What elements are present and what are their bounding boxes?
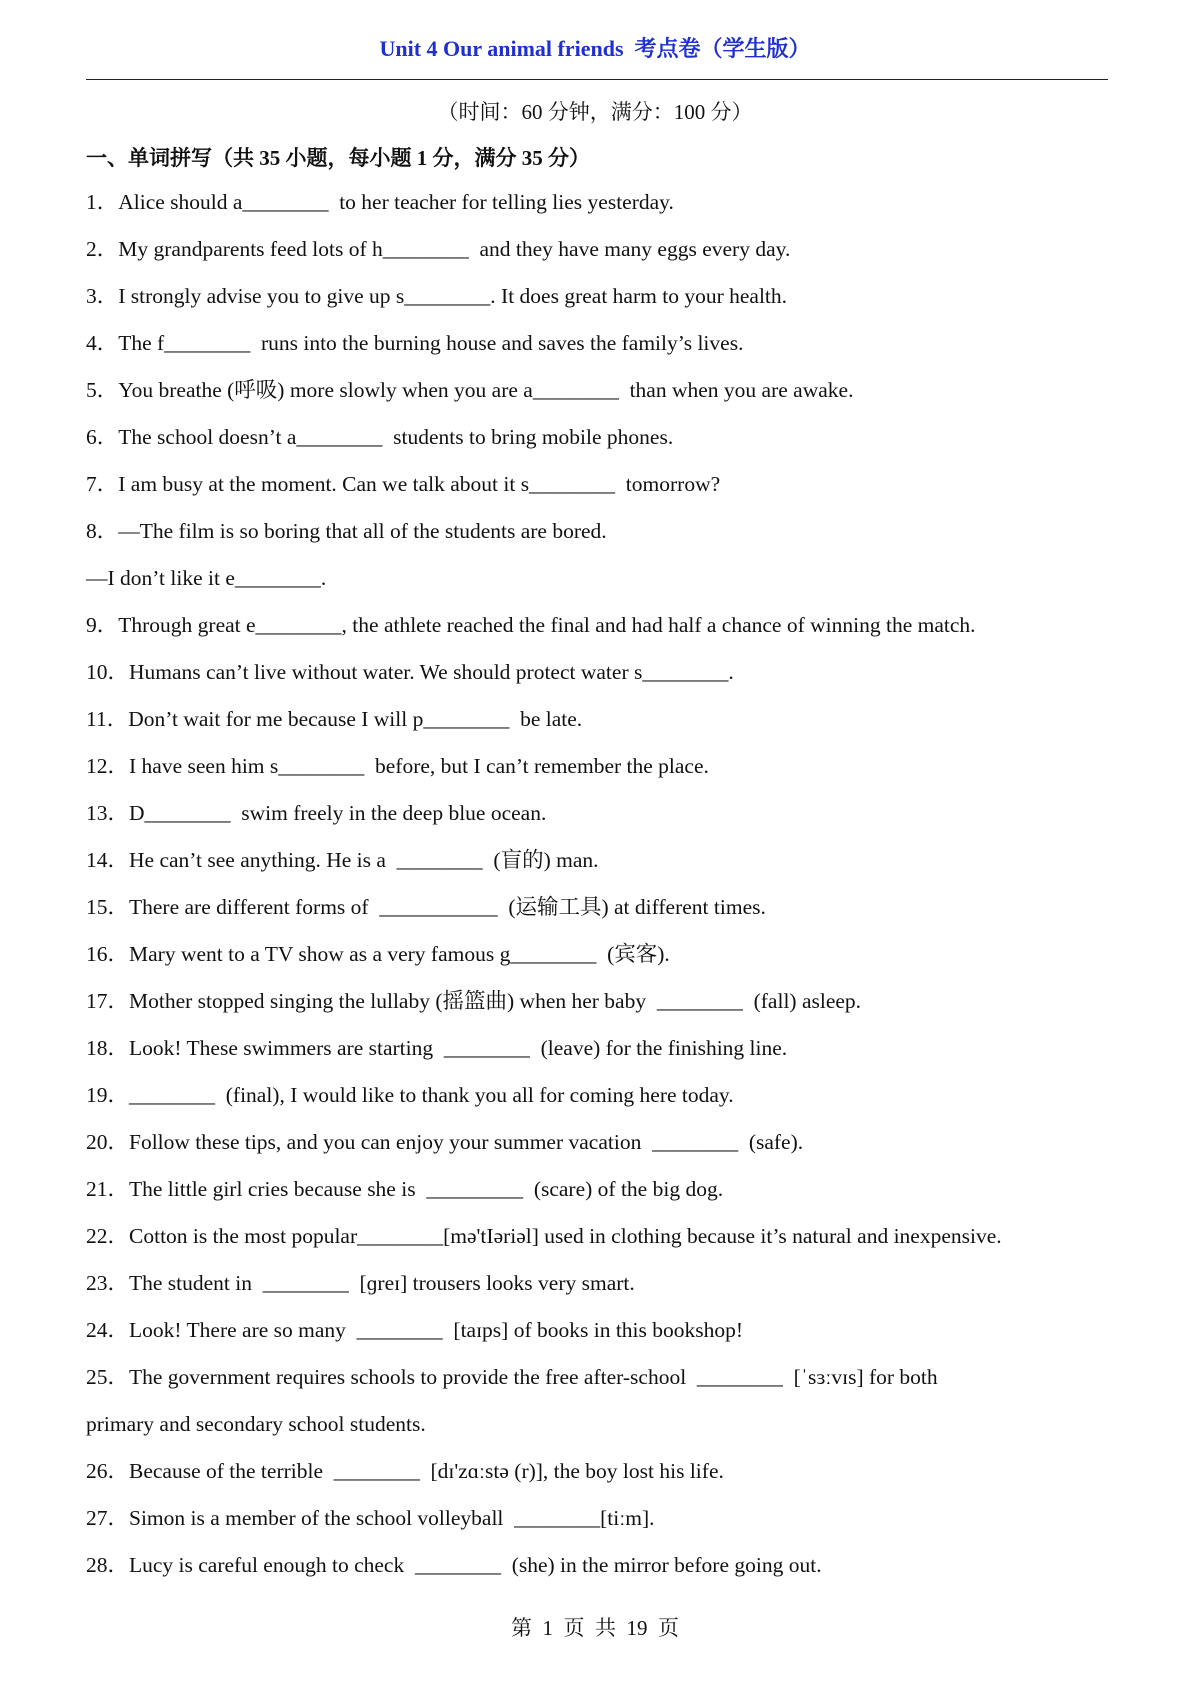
question-line: 4．The f________ runs into the burning house and saves the family’s lives. <box>86 331 744 355</box>
question-line: 8．—The film is so boring that all of the students are bored. <box>86 519 607 543</box>
question-line: 3．I strongly advise you to give up s________. It does great harm to your health. <box>86 284 788 308</box>
question-line: 15．There are different forms of ___________ (运输工具) at different times. <box>86 895 766 919</box>
question-line: 21．The little girl cries because she is _________ (scare) of the big dog. <box>86 1177 724 1201</box>
time-info: （时间：60 分钟，满分：100 分） <box>437 100 753 124</box>
question-line: 12．I have seen him s________ before, but I can’t remember the place. <box>86 754 709 778</box>
question-line: 23．The student in ________ [ɡreɪ] trousers looks very smart. <box>86 1271 635 1295</box>
document-title: Unit 4 Our animal friends 考点卷（学生版） <box>379 36 811 61</box>
question-line: 2．My grandparents feed lots of h________ and they have many eggs every day. <box>86 237 791 261</box>
question-list <box>86 190 1166 1600</box>
question-line: 25．The government requires schools to provide the free after-school ________ [ˈsɜːvɪs] for both <box>86 1365 938 1389</box>
question-line: 11．Don’t wait for me because I will p________ be late. <box>86 707 583 731</box>
question-line: 22．Cotton is the most popular________[mə'tIəriəl] used in clothing because it’s natural and inexpensive. <box>86 1224 1002 1248</box>
question-line: 7．I am busy at the moment. Can we talk about it s________ tomorrow? <box>86 472 721 496</box>
question-line: 5．You breathe (呼吸) more slowly when you are a________ than when you are awake. <box>86 378 854 402</box>
question-line: 9．Through great e________, the athlete reached the final and had half a chance of winning the match. <box>86 613 976 637</box>
question-line: 19．________ (final), I would like to thank you all for coming here today. <box>86 1083 734 1107</box>
question-line: 27．Simon is a member of the school volleyball ________[tiːm]. <box>86 1506 655 1530</box>
question-line: 20．Follow these tips, and you can enjoy your summer vacation ________ (safe). <box>86 1130 804 1154</box>
header-divider <box>86 79 1108 80</box>
question-line: 26．Because of the terrible ________ [dɪ'zɑːstə (r)], the boy lost his life. <box>86 1459 724 1483</box>
question-line: 1．Alice should a________ to her teacher for telling lies yesterday. <box>86 190 674 214</box>
section-heading: 一、单词拼写（共 35 小题，每小题 1 分，满分 35 分） <box>86 146 590 170</box>
question-line: primary and secondary school students. <box>86 1412 426 1436</box>
page-number: 第 1 页 共 19 页 <box>511 1616 679 1640</box>
question-line: 16．Mary went to a TV show as a very famous g________ (宾客). <box>86 942 670 966</box>
question-line: 28．Lucy is careful enough to check ________ (she) in the mirror before going out. <box>86 1553 822 1577</box>
question-line: 10．Humans can’t live without water. We should protect water s________. <box>86 660 734 684</box>
question-line: 17．Mother stopped singing the lullaby (摇篮曲) when her baby ________ (fall) asleep. <box>86 989 862 1013</box>
question-line: 6．The school doesn’t a________ students to bring mobile phones. <box>86 425 674 449</box>
question-line: —I don’t like it e________. <box>86 566 327 590</box>
question-line: 14．He can’t see anything. He is a ________ (盲的) man. <box>86 848 599 872</box>
question-line: 18．Look! These swimmers are starting ________ (leave) for the finishing line. <box>86 1036 788 1060</box>
question-line: 13．D________ swim freely in the deep blue ocean. <box>86 801 547 825</box>
question-line: 24．Look! There are so many ________ [taɪps] of books in this bookshop! <box>86 1318 744 1342</box>
